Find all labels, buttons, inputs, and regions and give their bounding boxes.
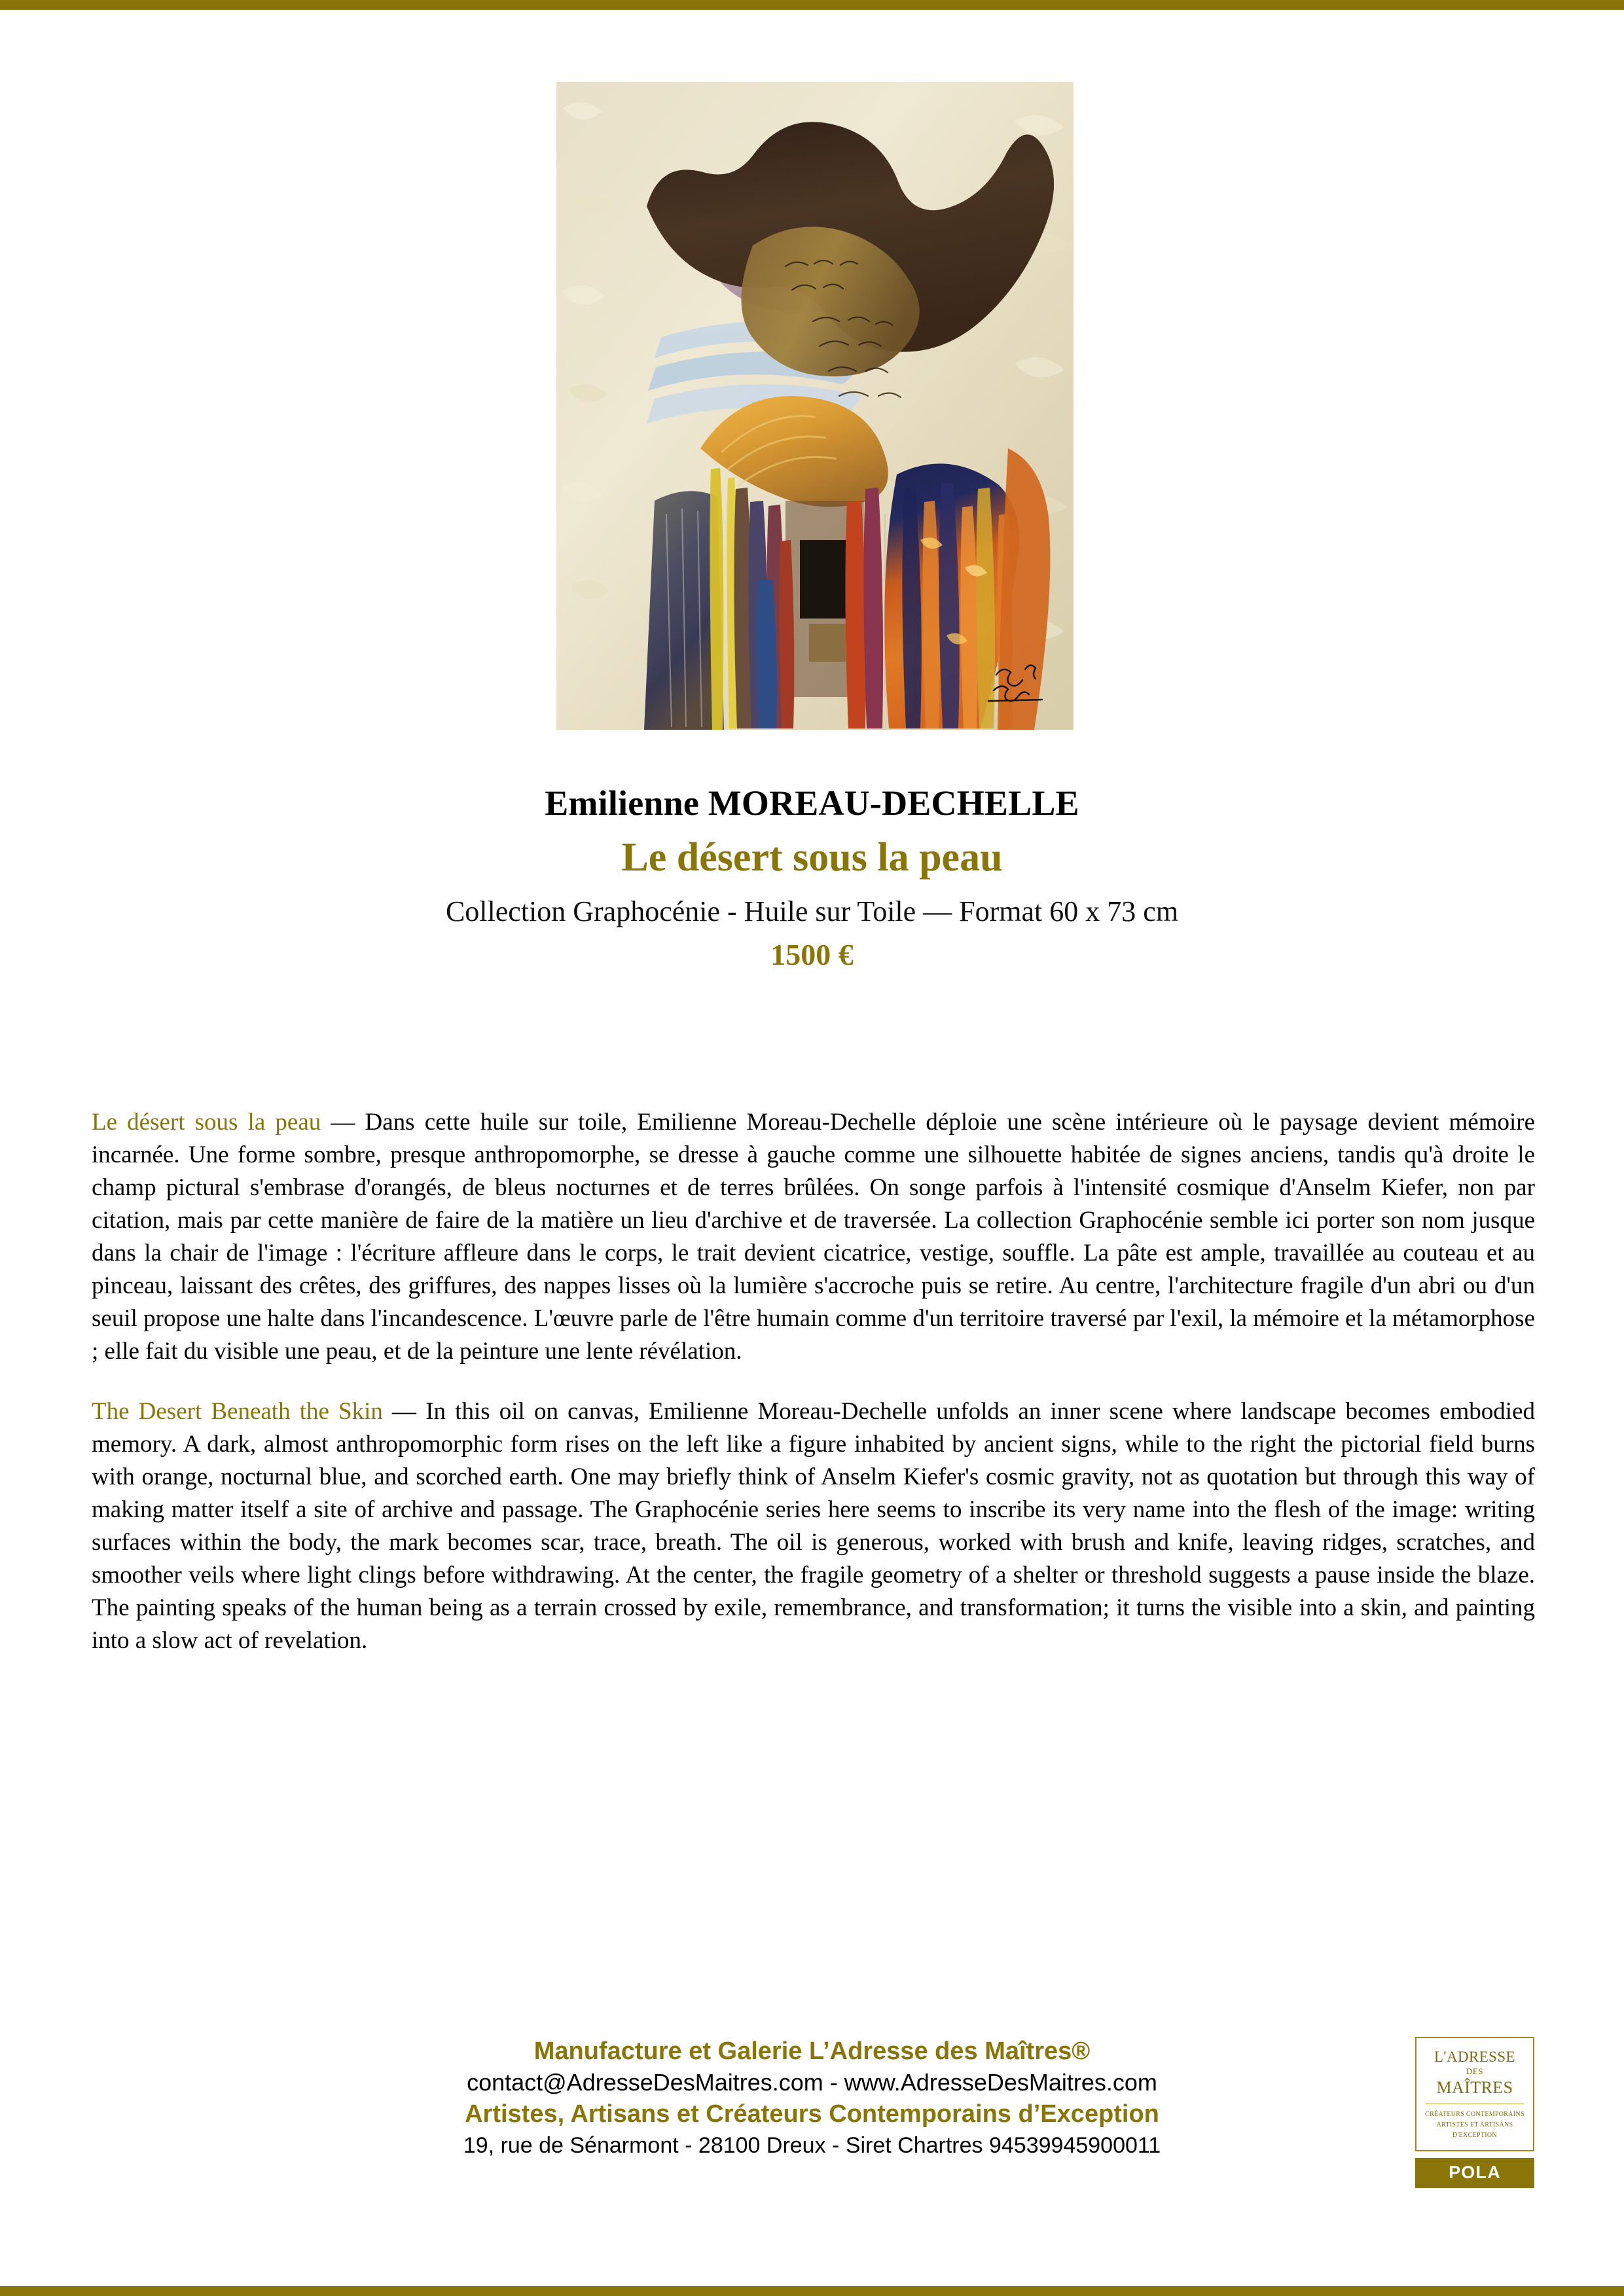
brand-logo-line1: L'ADRESSE xyxy=(1434,2049,1516,2065)
artwork-image xyxy=(556,82,1074,730)
pola-badge: POLA xyxy=(1415,2158,1534,2188)
description-lead-en: The Desert Beneath the Skin xyxy=(92,1398,383,1425)
brand-logo-line3: MAÎTRES xyxy=(1436,2077,1513,2097)
artwork-title: Le désert sous la peau xyxy=(621,834,1003,880)
footer-address: 19, rue de Sénarmont - 28100 Dreux - Siret Chartres 94539945900011 xyxy=(463,2132,1161,2158)
title-block xyxy=(0,782,1624,975)
brand-logo-line2: DES xyxy=(1466,2066,1484,2077)
description-dash-en: — xyxy=(382,1398,426,1425)
footer-contact[interactable]: contact@AdresseDesMaitres.com - www.AdresseDesMaitres.com xyxy=(467,2069,1157,2096)
description-section xyxy=(92,1106,1535,1657)
footer-tagline: Artistes, Artisans et Créateurs Contemporains d’Exception xyxy=(465,2100,1159,2128)
brand-logo-sub3: D'EXCEPTION xyxy=(1453,2131,1497,2139)
artwork-painting xyxy=(556,82,1074,730)
description-lead-fr: Le désert sous la peau xyxy=(92,1109,321,1136)
artwork-price: 1500 € xyxy=(770,938,854,972)
artist-name: Emilienne MOREAU-DECHELLE xyxy=(545,783,1079,823)
footer-gallery-name: Manufacture et Galerie L’Adresse des Maîtres® xyxy=(533,2037,1091,2065)
page-footer xyxy=(0,2036,1624,2160)
description-dash-fr: — xyxy=(321,1109,365,1136)
description-paragraph-fr xyxy=(92,1106,1535,1368)
top-gold-rule xyxy=(0,0,1624,10)
brand-logo-card xyxy=(1415,2037,1534,2151)
brand-logo xyxy=(1415,2037,1534,2188)
description-text-en: In this oil on canvas, Emilienne Moreau-Dechelle unfolds an inner scene where landscape becomes embodied memory. A dark, almost anthropomorphic form rises on the left like a figure inhabited by ancient signs, while to the right the pictorial field burns with orange, nocturnal blue, and scorched earth. One may briefly think of Anselm Kiefer's cosmic gravity, not as quotation but through this way of making matter itself a site of archive and passage. The Graphocénie series here seems to inscribe its very name into the flesh of the image: writing surfaces within the body, the mark becomes scar, trace, breath. The oil is generous, worked with brush and knife, leaving ridges, scratches, and smoother veils where light clings before withdrawing. At the center, the fragile geometry of a shelter or threshold suggests a pause inside the blaze. The painting speaks of the human being as a terrain crossed by exile, remembrance, and transformation; it turns the visible into a skin, and painting into a slow act of revelation. xyxy=(92,1398,1535,1654)
brand-logo-sub2: ARTISTES ET ARTISANS xyxy=(1436,2121,1513,2128)
artwork-meta: Collection Graphocénie - Huile sur Toile — Format 60 x 73 cm xyxy=(445,895,1179,928)
description-text-fr: Dans cette huile sur toile, Emilienne Moreau-Dechelle déploie une scène intérieure où le paysage devient mémoire incarnée. Une forme sombre, presque anthropomorphe, se dresse à gauche comme une silhouette habitée de signes anciens, tandis qu'à droite le champ pictural s'embrase d'orangés, de bleus nocturnes et de terres brûlées. On songe parfois à l'intensité cosmique d'Anselm Kiefer, non par citation, mais par cette manière de faire de la matière un lieu d'archive et de traversée. La collection Graphocénie semble ici porter son nom jusque dans la chair de l'image : l'écriture affleure dans le corps, le trait devient cicatrice, vestige, souffle. La pâte est ample, travaillée au couteau et au pinceau, laissant des crêtes, des griffures, des nappes lisses où la lumière s'accroche puis se retire. Au centre, l'architecture fragile d'un abri ou d'un seuil propose une halte dans l'incandescence. L'œuvre parle de l'être humain comme d'un territoire traversé par l'exil, la mémoire et la métamorphose ; elle fait du visible une peau, et de la peinture une lente révélation. xyxy=(92,1109,1536,1365)
bottom-gold-rule xyxy=(0,2286,1624,2296)
description-paragraph-en xyxy=(92,1395,1535,1657)
brand-logo-sub1: CRÉATEURS CONTEMPORAINS xyxy=(1425,2110,1525,2118)
